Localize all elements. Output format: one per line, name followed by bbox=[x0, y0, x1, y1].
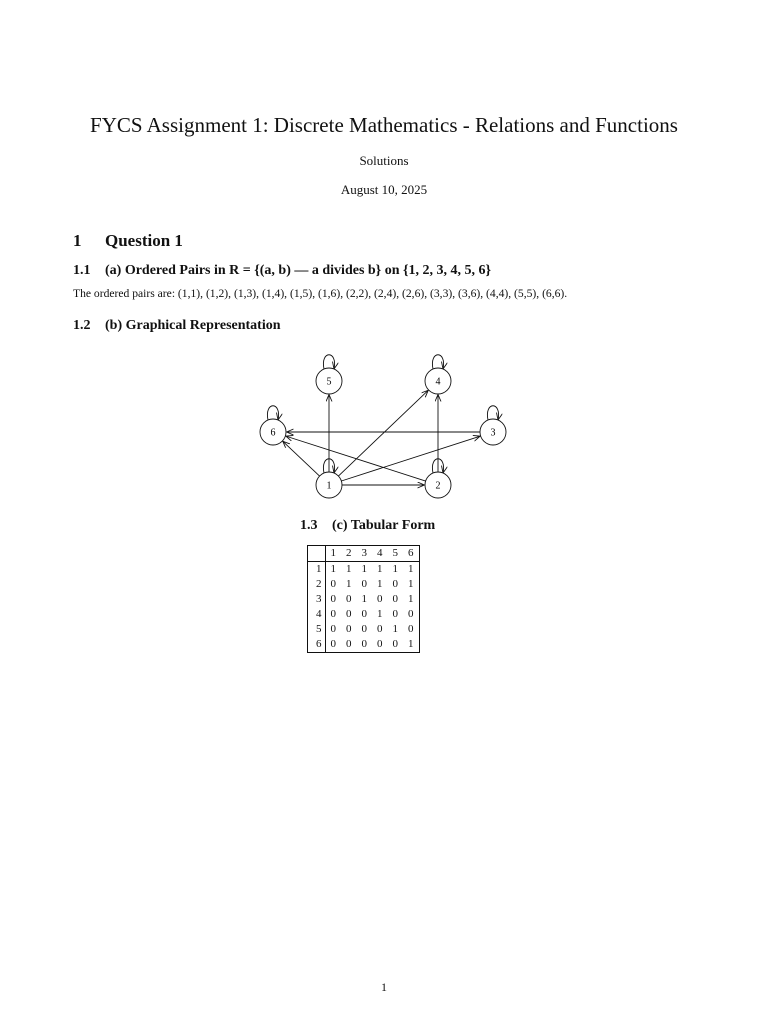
table-cell: 0 bbox=[392, 593, 398, 605]
table-cell: 1 bbox=[361, 563, 367, 575]
row-header: 3 bbox=[308, 592, 326, 607]
table-row bbox=[308, 577, 420, 592]
graph-node-label: 4 bbox=[435, 376, 441, 388]
graph-node-label: 2 bbox=[435, 480, 441, 492]
graph-self-loop-6 bbox=[267, 406, 278, 420]
table-cell: 1 bbox=[346, 578, 352, 590]
page-number: 1 bbox=[381, 980, 387, 994]
table-row bbox=[308, 592, 420, 607]
table-row bbox=[308, 562, 420, 578]
table-cell: 0 bbox=[330, 608, 336, 620]
table-cell: 0 bbox=[330, 638, 336, 650]
table-cell: 1 bbox=[408, 563, 414, 575]
table-cell: 0 bbox=[377, 623, 383, 635]
graph-node-label: 5 bbox=[326, 376, 332, 388]
table-cell: 1 bbox=[408, 638, 414, 650]
table-cell: 0 bbox=[408, 608, 414, 620]
subsection-title: (a) Ordered Pairs in R = {(a, b) — a divides b} on {1, 2, 3, 4, 5, 6} bbox=[105, 263, 492, 278]
table-cell: 0 bbox=[377, 593, 383, 605]
subsection-number: 1.1 bbox=[73, 263, 91, 278]
section-title: Question 1 bbox=[105, 231, 183, 250]
table-cell: 1 bbox=[408, 593, 414, 605]
subsection-title: (c) Tabular Form bbox=[332, 518, 436, 533]
table-cell: 0 bbox=[346, 593, 352, 605]
table-cell: 0 bbox=[346, 638, 352, 650]
column-header: 4 bbox=[372, 546, 388, 562]
row-header: 4 bbox=[308, 607, 326, 622]
graph-edge-2-6 bbox=[286, 436, 426, 481]
document-date: August 10, 2025 bbox=[340, 182, 428, 197]
table-cell: 1 bbox=[377, 578, 383, 590]
table-cell: 0 bbox=[330, 593, 336, 605]
column-header: 1 bbox=[325, 546, 341, 562]
table-corner-cell bbox=[308, 546, 326, 562]
table-row bbox=[308, 637, 420, 653]
table-cell: 0 bbox=[361, 623, 367, 635]
table-cell: 1 bbox=[408, 578, 414, 590]
table-cell: 0 bbox=[408, 623, 414, 635]
row-header: 1 bbox=[308, 562, 326, 578]
graph-node-label: 3 bbox=[490, 427, 496, 439]
graph-edge-1-3 bbox=[341, 436, 480, 481]
column-header: 6 bbox=[403, 546, 419, 562]
table-cell: 0 bbox=[392, 578, 398, 590]
table-cell: 0 bbox=[377, 638, 383, 650]
table-header-row bbox=[308, 546, 420, 562]
document-subtitle: Solutions bbox=[359, 153, 409, 168]
table-cell: 1 bbox=[330, 563, 336, 575]
graph-self-loop-4 bbox=[432, 355, 443, 369]
table-row bbox=[308, 622, 420, 637]
ordered-pairs-text: The ordered pairs are: (1,1), (1,2), (1,3), (1,4), (1,5), (1,6), (2,2), (2,4), (2,6), (3,3), (3,6), (4,4), (5,5), (6,6). bbox=[73, 287, 568, 300]
table-cell: 1 bbox=[377, 608, 383, 620]
subsection-number: 1.3 bbox=[300, 518, 318, 533]
table-cell: 0 bbox=[330, 578, 336, 590]
graph-edge-1-4 bbox=[338, 390, 428, 476]
table-cell: 0 bbox=[361, 608, 367, 620]
table-cell: 1 bbox=[377, 563, 383, 575]
table-cell: 0 bbox=[392, 608, 398, 620]
table-cell: 1 bbox=[361, 593, 367, 605]
graph-edge-1-6 bbox=[283, 441, 320, 476]
graph-node-label: 1 bbox=[326, 480, 332, 492]
subsection-heading-1-3 bbox=[300, 518, 435, 534]
table-cell: 0 bbox=[346, 608, 352, 620]
graph-node-label: 6 bbox=[270, 427, 276, 439]
section-number: 1 bbox=[73, 231, 82, 250]
document-title: FYCS Assignment 1: Discrete Mathematics - Relations and Functions bbox=[90, 113, 678, 137]
graph-self-loop-5 bbox=[323, 355, 334, 369]
table-cell: 0 bbox=[361, 638, 367, 650]
table-cell: 0 bbox=[346, 623, 352, 635]
column-header: 3 bbox=[357, 546, 373, 562]
column-header: 2 bbox=[341, 546, 357, 562]
row-header: 5 bbox=[308, 622, 326, 637]
table-row bbox=[308, 607, 420, 622]
table-cell: 1 bbox=[346, 563, 352, 575]
table-cell: 0 bbox=[361, 578, 367, 590]
column-header: 5 bbox=[388, 546, 404, 562]
graph-self-loop-3 bbox=[487, 406, 498, 420]
table-cell: 1 bbox=[392, 563, 398, 575]
table-cell: 1 bbox=[392, 623, 398, 635]
relation-matrix-table bbox=[307, 545, 420, 653]
table-cell: 0 bbox=[330, 623, 336, 635]
subsection-title: (b) Graphical Representation bbox=[105, 318, 281, 333]
row-header: 2 bbox=[308, 577, 326, 592]
subsection-number: 1.2 bbox=[73, 318, 91, 333]
table-cell: 0 bbox=[392, 638, 398, 650]
row-header: 6 bbox=[308, 637, 326, 653]
